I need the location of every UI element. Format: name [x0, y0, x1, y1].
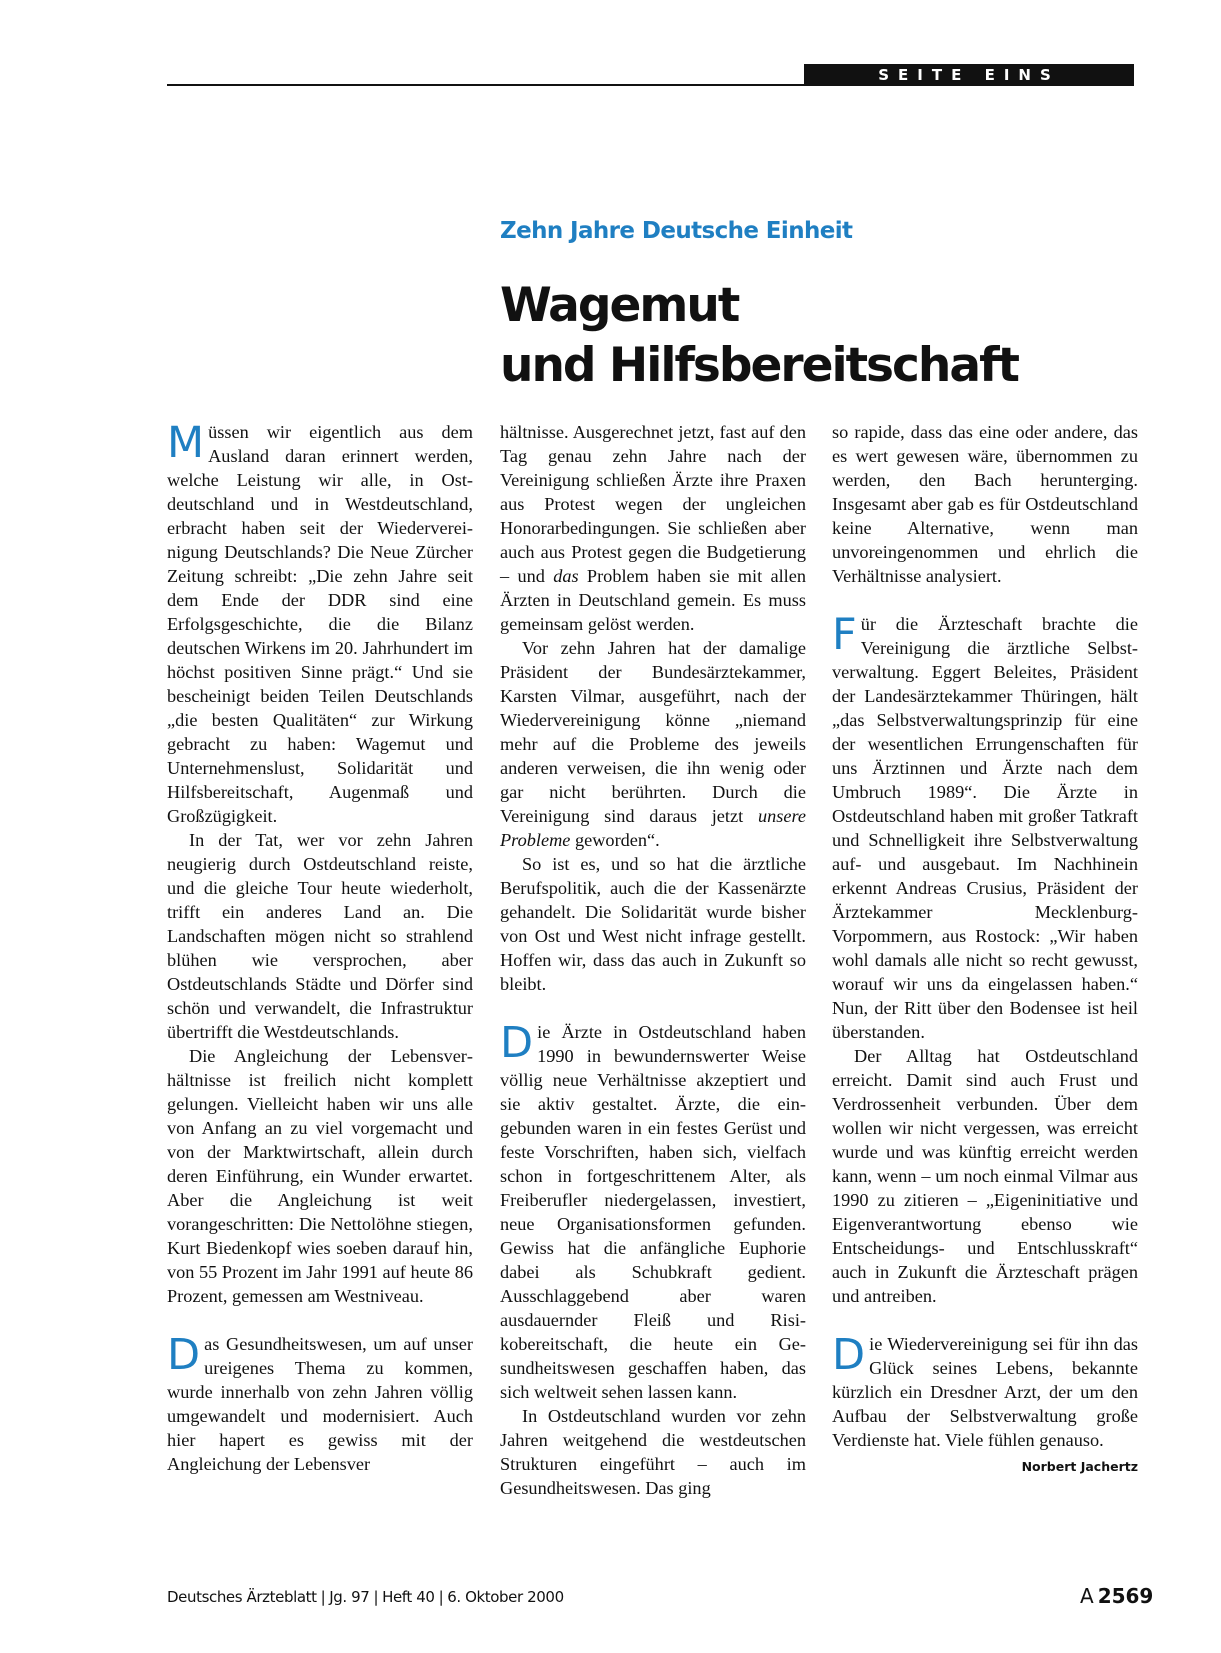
paragraph-text: Problem haben sie mit allen Ärzten in Deutschland gemein. Es muss gemeinsam gelöst werden.	[500, 566, 807, 634]
paragraph: Der Alltag hat Ostdeutschland erreicht. Damit sind auch Frust und Verdrossenheit verbunden. Über dem wollen wir nicht vergessen, was erreicht wurde und was künftig erreicht werden kann, wenn – um noch einmal Vilmar aus 1990 zu zitieren – „Eigeninitiative und Eigenverantwortung ebenso wie Entscheidungs- und Entschlusskraft“ auch in Zukunft die Ärzteschaft prägen und antreiben.	[832, 1046, 1138, 1306]
volume: Jg. 97	[329, 1588, 370, 1606]
paragraph-text: geworden“.	[570, 830, 660, 850]
author-byline: Norbert Jachertz	[1021, 1459, 1138, 1474]
footer-separator: |	[373, 1588, 379, 1606]
drop-cap: F	[832, 610, 857, 660]
paragraph-text: Vor zehn Jahren hat der damalige Präsident der Bundesärztekammer, Karsten Vilmar, ausgeführt, nach der Wiedervereinigung könne „niemand mehr auf die Probleme des jeweils anderen verweisen, die ihn wenig oder gar nicht berührten. Durch die Vereinigung sind daraus jetzt	[500, 638, 806, 826]
paragraph	[832, 1330, 1138, 1474]
paragraph	[167, 1332, 473, 1476]
text-column-3	[832, 420, 1138, 1479]
emphasis: unsere Probleme	[500, 806, 806, 850]
drop-cap: D	[167, 1330, 201, 1380]
paragraph	[832, 612, 1138, 1044]
paragraph-text: üssen wir eigentlich aus dem Ausland daran erinnert werden, welche Leistung wir alle, in Ostdeutschland und in Westdeutschland, erbracht haben seit der Wiedervereinigung Deutschlands? Die Neue Zürcher Zeitung schreibt: „Die zehn Jahre seit dem Ende der DDR sind eine Erfolgsgeschichte, die die Bilanz deutschen Wirkens im 20. Jahrhundert im höchst positiven Sinne prägt.“ Und sie bescheinigt beiden Teilen Deutschlands „die besten Qualitäten“ zur Wirkung gebracht zu haben: Wagemut und Unternehmenslust, Solidarität und Hilfsbereitschaft, Augenmaß und Großzügigkeit.	[167, 422, 473, 826]
drop-cap: M	[167, 418, 205, 468]
paragraph-text: as Gesundheitswesen, um auf unser ureigenes Thema zu kommen, wurde innerhalb von zehn Jahren völlig umgewandelt und modernisiert. Auch hier hapert es gewiss mit der Angleichung der Lebensver	[167, 1334, 473, 1474]
paragraph-text: hältnisse. Ausgerechnet jetzt, fast auf den Tag genau zehn Jahre nach der Vereinigung schließen Ärzte ihre Praxen aus Protest wegen der ungleichen Honorarbedingungen. Sie schließen aber auch aus Protest gegen die Budgetierung – und	[500, 422, 806, 586]
emphasis: das	[553, 566, 579, 586]
footer-separator: |	[320, 1588, 326, 1606]
section-label: SEITE EINS	[804, 64, 1134, 86]
headline-line-2: und Hilfsbereitschaft	[500, 338, 1018, 393]
page-number-value: 2569	[1097, 1584, 1154, 1608]
page-prefix: A	[1080, 1584, 1094, 1608]
paragraph	[500, 420, 806, 636]
article-kicker: Zehn Jahre Deutsche Einheit	[500, 218, 853, 244]
paragraph	[500, 1020, 806, 1404]
paragraph: In der Tat, wer vor zehn Jahren neugierig durch Ostdeutschland reiste, und die gleiche Tour heute wiederholt, trifft ein anderes Land an. Die Landschaften mögen nicht so strahlend blühen wie versprochen, aber Ostdeutschlands Städte und Dörfer sind schön und verwandelt, die Infrastruktur übertrifft die Westdeutschlands.	[167, 830, 473, 1042]
headline-line-1: Wagemut	[500, 278, 739, 333]
drop-cap: D	[832, 1330, 866, 1380]
page-footer	[167, 1588, 564, 1606]
publication-name: Deutsches Ärzteblatt	[167, 1588, 317, 1606]
paragraph-text: ür die Ärzteschaft brachte die Vereinigung die ärztliche Selbstverwaltung. Eggert Beleites, Präsident der Landesärztekammer Thüringen, hält „das Selbstverwaltungsprinzip für eine der wesentlichen Errungenschaften für uns Ärztinnen und Ärzte nach dem Umbruch 1989“. Die Ärzte in Ostdeutschland haben mit großer Tatkraft und Schnelligkeit ihre Selbstverwaltung auf- und ausgebaut. Im Nachhinein erkennt Andreas Crusius, Präsident der Ärztekammer Mecklenburg-Vorpommern, aus Rostock: „Wir haben wohl damals alle nicht so recht gewusst, worauf wir uns da eingelassen haben.“ Nun, der Ritt über den Bodensee ist heil überstanden.	[832, 614, 1138, 1042]
footer-separator: |	[438, 1588, 444, 1606]
paragraph: So ist es, und so hat die ärztliche Berufspolitik, auch die der Kassenärzte gehandelt. Die Solidarität wurde bisher von Ost und West nicht infrage gestellt. Hoffen wir, dass das auch in Zukunft so bleibt.	[500, 854, 806, 994]
header-rule	[167, 84, 804, 86]
article-headline	[500, 276, 1018, 396]
paragraph: Die Angleichung der Lebensverhältnisse ist freilich nicht komplett gelungen. Vielleicht haben wir uns alle von Anfang an zu viel vorgemacht und von der Marktwirtschaft, allein durch deren Einführung, ein Wunder erwartet. Aber die Angleichung ist weit vorangeschritten: Die Nettolöhne stiegen, Kurt Biedenkopf wies soeben darauf hin, von 55 Prozent im Jahr 1991 auf heute 86 Prozent, gemessen am Westniveau.	[167, 1046, 473, 1306]
paragraph	[167, 420, 473, 828]
text-column-2	[500, 420, 806, 1500]
text-column-1	[167, 420, 473, 1476]
page-number	[1080, 1584, 1153, 1608]
paragraph: In Ostdeutschland wurden vor zehn Jahren weitgehend die westdeutschen Strukturen eingeführt – auch im Gesundheitswesen. Das ging	[500, 1406, 806, 1498]
paragraph-text: ie Ärzte in Ostdeutschland haben 1990 in bewundernswerter Weise völlig neue Verhältnisse akzeptiert und sie aktiv gestaltet. Ärzte, die eingebunden waren in ein festes Gerüst und feste Vorschriften, haben sich, vielfach schon in fortgeschrittenem Alter, als Freiberufler niedergelassen, investiert, neue Organisationsformen gefunden. Gewiss hat die anfängliche Euphorie dabei als Schubkraft gedient. Ausschlaggebend aber waren ausdauernder Fleiß und Risikobereitschaft, die heute ein Gesundheitswesen geschaffen haben, das sich weltweit sehen lassen kann.	[500, 1022, 806, 1402]
paragraph	[500, 636, 806, 852]
drop-cap: D	[500, 1018, 534, 1068]
paragraph-text: ie Wiedervereinigung sei für ihn das Glück seines Lebens, bekannte kürzlich ein Dresdner Arzt, der um den Aufbau der Selbstverwaltung große Verdienste hat. Viele fühlen genauso.	[832, 1334, 1138, 1450]
paragraph: so rapide, dass das eine oder andere, das es wert gewesen wäre, übernommen zu werden, den Bach herunterging. Insgesamt aber gab es für Ostdeutschland keine Alternative, wenn man unvoreingenommen und ehrlich die Verhältnisse analysiert.	[832, 422, 1138, 586]
issue: Heft 40	[382, 1588, 435, 1606]
issue-date: 6. Oktober 2000	[447, 1588, 564, 1606]
